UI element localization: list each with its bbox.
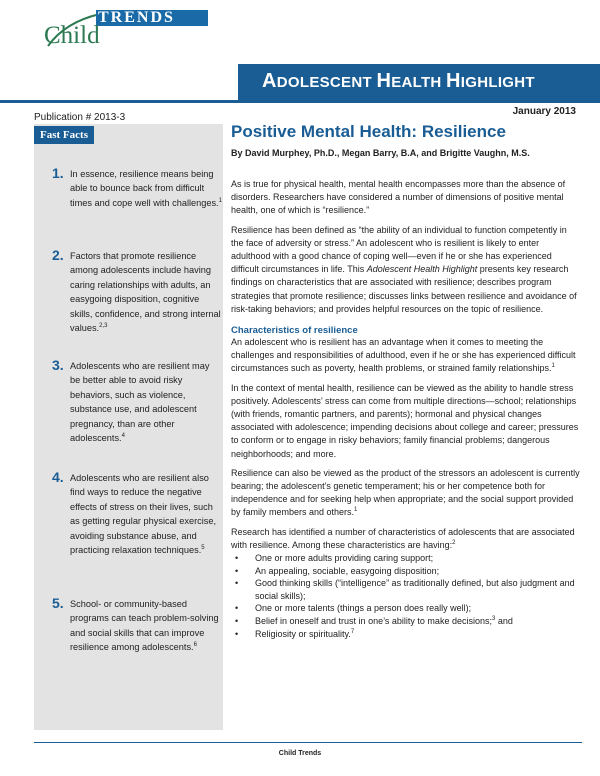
list-item: • Religiosity or spirituality.$^7$	[231, 628, 581, 641]
logo-child-text: Child	[44, 22, 100, 49]
characteristics-list	[231, 552, 581, 640]
fast-fact	[52, 597, 222, 655]
section-heading: Characteristics of resilience	[231, 325, 358, 337]
fact-number: 3.	[52, 357, 64, 373]
publication-date: January 2013	[512, 106, 576, 117]
fast-fact	[52, 167, 222, 210]
list-item: • An appealing, sociable, easygoing disposition;	[231, 565, 581, 578]
fast-fact	[52, 359, 222, 445]
fact-text: Adolescents who are resilient also find ways to reduce the negative effects of stress on their lives, such as getting regular physical exercise, avoiding substance abuse, and practicing relaxation techniques.$^5$	[70, 473, 217, 556]
fact-text: Adolescents who are resilient may be better able to avoid risky behaviors, such as violence, substance use, and adolescent pregnancy, than are other adolescents.$^4$	[70, 361, 210, 444]
footer-text: Child Trends	[278, 750, 322, 757]
list-item: • Belief in oneself and trust in one’s ability to make decisions;$^3$ and	[231, 615, 581, 628]
footer-rule	[34, 742, 582, 743]
fast-fact	[52, 249, 222, 335]
fact-number: 5.	[52, 595, 64, 611]
logo-trends-text: TRENDS	[98, 9, 175, 26]
fact-text: School- or community-based programs can teach problem-solving and social skills that can improve resilience among adolescents.$^6$	[70, 599, 219, 653]
article-title: Positive Mental Health: Resilience	[231, 122, 506, 141]
list-item: • Good thinking skills (“intelligence” as traditionally defined, but also judgment and social skills);	[231, 577, 581, 602]
banner-title: ADOLESCENT HEALTH HIGHLIGHT	[262, 70, 535, 92]
paragraph: Resilience can also be viewed as the product of the stressors an adolescent is currently bearing; the adolescent’s genetic temperament; his or her competence both for independence and for seeking help when appropriate; and the social support provided by family members and others.$^1$	[231, 467, 580, 518]
fast-fact	[52, 471, 222, 557]
child-trends-logo	[44, 6, 194, 54]
list-item: • One or more adults providing caring support;	[231, 552, 581, 565]
publication-number: Publication # 2013-3	[34, 112, 126, 123]
fast-facts-tab: Fast Facts	[34, 126, 94, 144]
list-item: • One or more talents (things a person does really well);	[231, 602, 581, 615]
fact-text: In essence, resilience means being able to bounce back from difficult times and cope well with challenges.$^1$	[70, 169, 222, 208]
intro-paragraph: As is true for physical health, mental health encompasses more than the absence of disorders. Researchers have considered a number of dimensions of positive mental health, one of which is “resilience.”	[231, 179, 566, 216]
banner-rule	[0, 100, 600, 103]
fact-number: 4.	[52, 469, 64, 485]
fact-number: 2.	[52, 247, 64, 263]
paragraph: Research has identified a number of characteristics of adolescents that are associated with resilience. Among these characteristics are having:$^2$	[231, 526, 575, 550]
definition-paragraph: Resilience has been defined as “the ability of an individual to function competently in the face of adversity or stress.” An adolescent who is resilient is likely to enter adulthood with a good chance of coping well—even if he or she has experienced difficult circumstances in life. This Adolescent Health Highlight presents key research findings on characteristics that are associated with resilience; describes program strategies that promote resilience; discusses links between resilience and avoidance of risk-taking behaviors; and provides helpful resources on the topic of resilience.	[231, 224, 577, 314]
fact-number: 1.	[52, 165, 64, 181]
fact-text: Factors that promote resilience among adolescents include having caring relationships with adults, an easygoing disposition, cognitive skills, confidence, and strong internal values.$^{2,3}$	[70, 251, 221, 334]
article-body	[231, 118, 581, 640]
paragraph: An adolescent who is resilient has an advantage when it comes to meeting the challenges and responsibilities of adulthood, even if he or she has experienced difficult circumstances such as poverty, health problems, or strained family relationships.$^1$	[231, 337, 576, 374]
article-byline: By David Murphey, Ph.D., Megan Barry, B.A, and Brigitte Vaughn, M.S.	[231, 148, 530, 158]
paragraph: In the context of mental health, resilience can be viewed as the ability to handle stress positively. Adolescents’ stress can come from multiple directions—school; relationships (with friends, romantic partners, and parents); hormonal and physical changes associated with adolescence; impending decisions about college and career; pressures to conform or to engage in risky behaviors; family financial problems; dangerous neighborhoods; and more.	[231, 382, 579, 459]
